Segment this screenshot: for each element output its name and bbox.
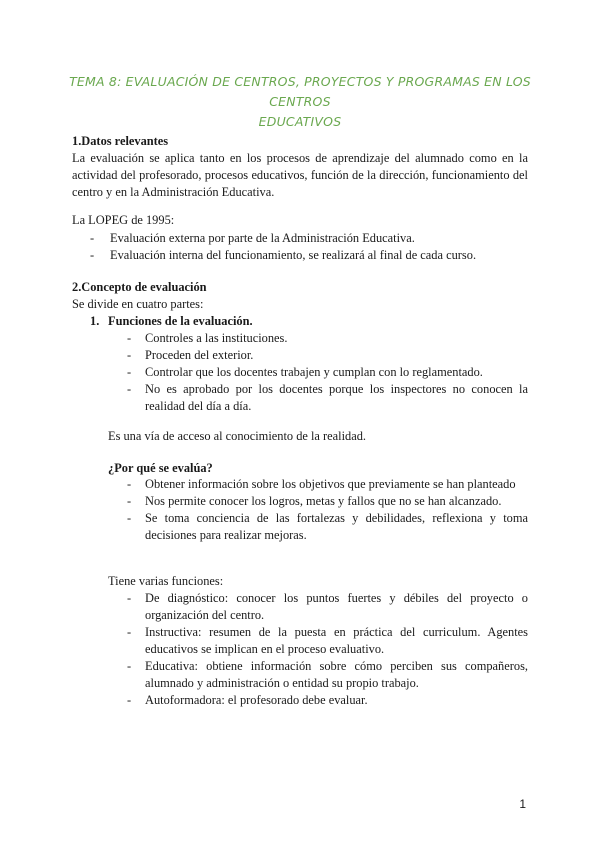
title-line-1: TEMA 8: EVALUACIÓN DE CENTROS, PROYECTOS Y PROGRAMAS EN LOS CENTROS <box>69 74 531 109</box>
list-item-text: De diagnóstico: conocer los puntos fuertes y débiles del proyecto o organización del centro. <box>145 591 528 622</box>
dash-marker: - <box>127 511 132 525</box>
list-item-text: Autoformadora: el profesorado debe evaluar. <box>145 693 368 707</box>
why-heading: ¿Por qué se evalúa? <box>108 461 213 475</box>
list-item <box>127 347 528 364</box>
dash-marker: - <box>127 365 132 379</box>
list-item <box>127 330 528 347</box>
list-item-text: Nos permite conocer los logros, metas y fallos que no se han alcanzado. <box>145 494 502 508</box>
list-item-text: Controlar que los docentes trabajen y cumplan con lo reglamentado. <box>145 365 483 379</box>
list-item-text: Educativa: obtiene información sobre cómo perciben sus compañeros, alumnado y administración o entidad su propio trabajo. <box>145 659 528 690</box>
list-item <box>90 230 528 247</box>
dash-marker: - <box>127 331 132 345</box>
title-line-2: EDUCATIVOS <box>258 114 342 129</box>
lopeg-label: La LOPEG de 1995: <box>72 213 175 227</box>
page-number: 1 <box>519 797 526 811</box>
access-text: Es una vía de acceso al conocimiento de la realidad. <box>108 429 367 443</box>
why-list <box>127 476 528 544</box>
numbered-heading <box>90 313 528 330</box>
list-item <box>127 510 528 544</box>
list-item-text: Proceden del exterior. <box>145 348 254 362</box>
list-item <box>127 364 528 381</box>
list-item <box>127 658 528 692</box>
list-item <box>127 476 528 493</box>
types-list <box>127 590 528 709</box>
section-1-heading: 1.Datos relevantes <box>72 134 169 148</box>
section-2 <box>72 279 528 313</box>
list-item-text: Se toma conciencia de las fortalezas y debilidades, reflexiona y toma decisiones para realizar mejoras. <box>145 511 528 542</box>
list-item-text: Evaluación interna del funcionamiento, se realizará al final de cada curso. <box>110 248 477 262</box>
dash-marker: - <box>127 693 132 707</box>
functions-list <box>127 330 528 415</box>
list-item <box>127 624 528 658</box>
list-item <box>90 247 528 264</box>
list-item <box>127 590 528 624</box>
document-title <box>60 72 540 132</box>
lopeg-list <box>90 230 528 264</box>
dash-marker: - <box>90 248 95 262</box>
list-item <box>127 381 528 415</box>
functions-intro: Tiene varias funciones: <box>108 574 224 588</box>
list-item-text: Evaluación externa por parte de la Administración Educativa. <box>110 231 415 245</box>
section-1 <box>72 133 528 201</box>
dash-marker: - <box>127 348 132 362</box>
list-item-text: Obtener información sobre los objetivos que previamente se han planteado <box>145 477 516 491</box>
list-item-text: Instructiva: resumen de la puesta en práctica del curriculum. Agentes educativos se implican en el proceso evaluativo. <box>145 625 528 656</box>
dash-marker: - <box>127 659 132 673</box>
dash-marker: - <box>90 231 95 245</box>
list-item <box>127 493 528 510</box>
numbered-title: Funciones de la evaluación. <box>108 314 253 328</box>
dash-marker: - <box>127 625 132 639</box>
dash-marker: - <box>127 382 132 396</box>
dash-marker: - <box>127 477 132 491</box>
section-1-paragraph: La evaluación se aplica tanto en los procesos de aprendizaje del alumnado como en la actividad del profesorado, procesos educativos, función de la dirección, funcionamiento del centro y en la Administración Educativa. <box>72 151 528 199</box>
section-2-heading: 2.Concepto de evaluación <box>72 280 207 294</box>
list-item-text: Controles a las instituciones. <box>145 331 288 345</box>
numbered-label: 1. <box>90 314 100 328</box>
list-item <box>127 692 528 709</box>
section-2-intro: Se divide en cuatro partes: <box>72 297 204 311</box>
dash-marker: - <box>127 591 132 605</box>
dash-marker: - <box>127 494 132 508</box>
list-item-text: No es aprobado por los docentes porque los inspectores no conocen la realidad del día a día. <box>145 382 528 413</box>
